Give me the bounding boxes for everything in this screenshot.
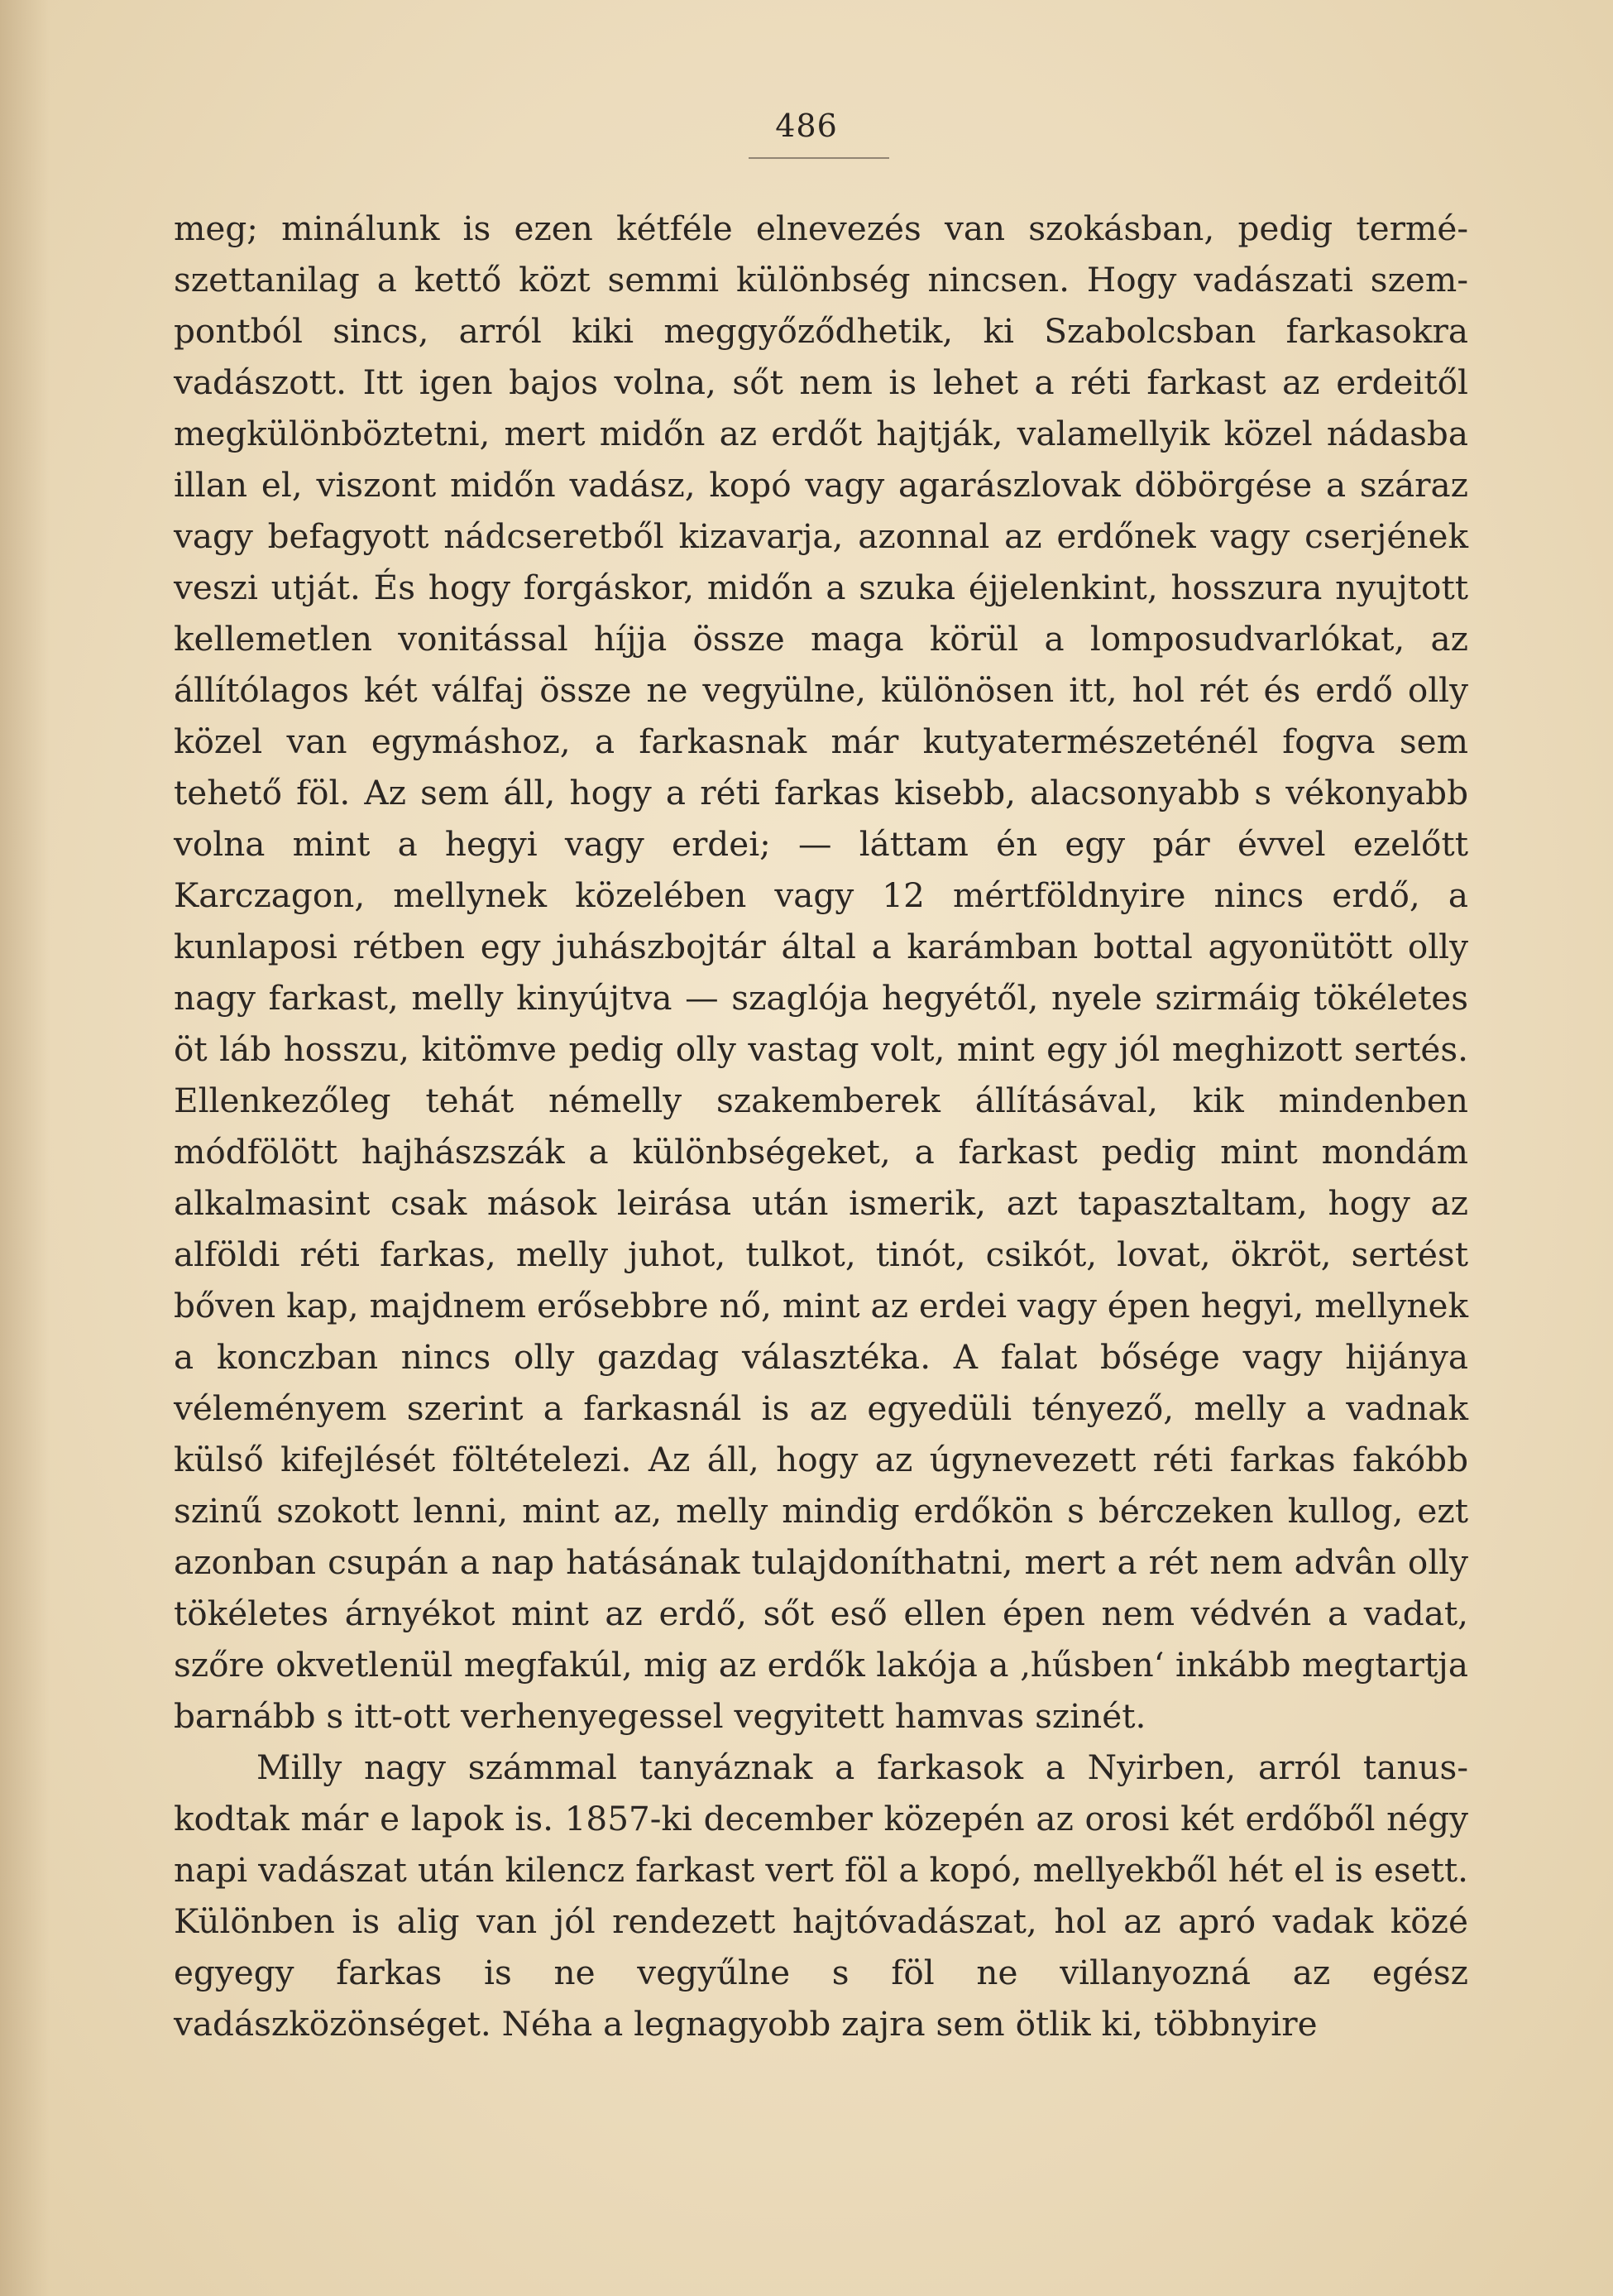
body-text <box>174 203 1468 2049</box>
page-number: 486 <box>775 108 838 144</box>
page-edge-shadow <box>0 0 50 2296</box>
paragraph-1: meg; minálunk is ezen kétféle elnevezés van szokásban, pedig természettanilag a kettő közt semmi különbség nincsen. Hogy vadászati szempontból sincs, arról kiki meggyőződhetik, ki Szabolcsban farkasokra vadászott. Itt igen bajos volna, sőt nem is lehet a réti farkast az erdeitől megkülönböztetni, mert midőn az erdőt hajtják, valamellyik közel nádasba illan el, viszont midőn vadász, kopó vagy agarászlovak döbörgése a száraz vagy befagyott nádcseretből kizavarja, azonnal az erdőnek vagy cserjének veszi utját. És hogy forgáskor, midőn a szuka éjjelenkint, hosszura nyujtott kellemetlen vonitással híjja össze maga körül a lomposudvarlókat, az állítólagos két válfaj össze ne vegyülne, különösen itt, hol rét és erdő olly közel van egymáshoz, a farkasnak már kutyatermészeténél fogva sem tehető föl. Az sem áll, hogy a réti farkas kisebb, alacsonyabb s vékonyabb volna mint a hegyi vagy erdei; — láttam én egy pár évvel ezelőtt Karczagon, mellynek közelében vagy 12 mértföldnyire nincs erdő, a kunlaposi rétben egy juhászbojtár által a karámban bottal agyonütött olly nagy farkast, melly kinyújtva — szaglója hegyétől, nyele szirmáig tökéletes öt láb hosszu, kitömve pedig olly vastag volt, mint egy jól meghizott sertés. Ellenkezőleg tehát némelly szakemberek állításával, kik mindenben módfölött hajhászszák a különbségeket, a farkast pedig mint mondám alkalmasint csak mások leirása után ismerik, azt tapasztaltam, hogy az alföldi réti farkas, melly juhot, tulkot, tinót, csikót, lovat, ökröt, sertést bőven kap, majdnem erősebbre nő, mint az erdei vagy épen hegyi, mellynek a konczban nincs olly gazdag választéka. A falat bősége vagy hijánya véleményem szerint a farkasnál is az egyedüli tényező, melly a vadnak külső kifejlését föltételezi. Az áll, hogy az úgynevezett réti farkas fakóbb szinű szokott lenni, mint az, melly mindig erdőkön s bérczeken kullog, ezt azonban csupán a nap hatásának tulajdoníthatni, mert a rét nem advân olly tökéletes árnyékot mint az erdő, sőt eső ellen épen nem védvén a vadat, szőre okvetlenül megfakúl, mig az erdők lakója a ‚hűsben‘ inkább megtartja barnább s itt-ott verhenyegessel vegyitett hamvas szinét. <box>174 209 1468 1736</box>
paragraph-2: Milly nagy számmal tanyáznak a farkasok a Nyirben, arról tanuskodtak már e lapok is. 1857-ki december közepén az orosi két erdőből négy napi vadászat után kilencz farkast vert föl a kopó, mellyekből hét el is esett. Különben is alig van jól rendezett hajtóvadászat, hol az apró vadak közé egyegy farkas is ne vegyűlne s föl ne villanyozná az egész vadászközönséget. Néha a legnagyobb zajra sem ötlik ki, többnyire <box>174 1747 1468 2044</box>
header-rule <box>749 157 889 159</box>
